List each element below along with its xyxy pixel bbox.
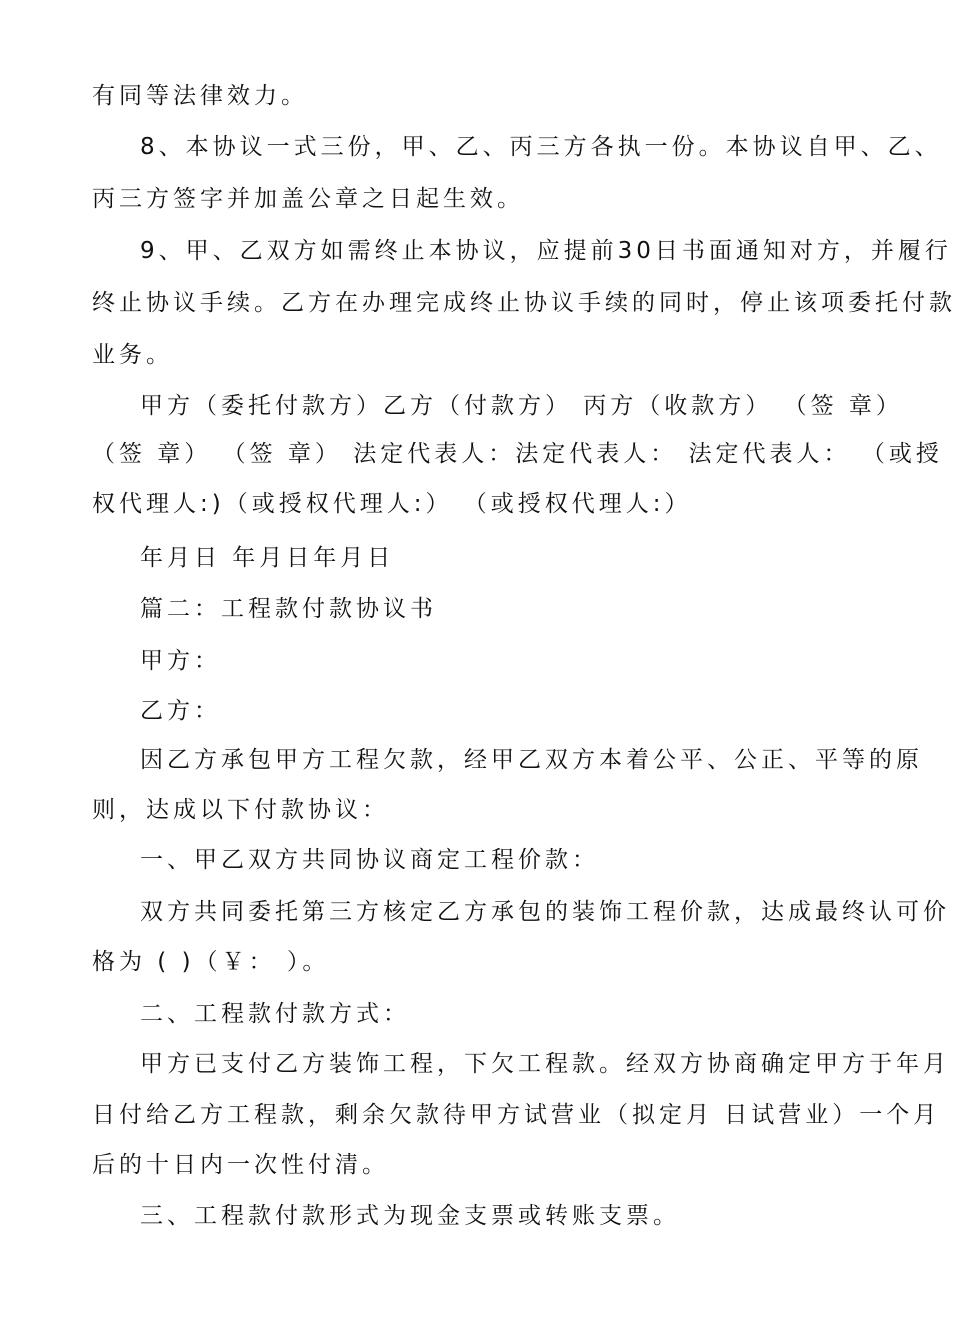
clause-heading: 三、工程款付款形式为现金支票或转账支票。 [140, 1203, 680, 1229]
paragraph-line: 丙三方签字并加盖公章之日起生效。 [92, 186, 524, 212]
party-a-line: 甲方： [140, 648, 221, 674]
paragraph-line: 权代理人:)（或授权代理人:） （或授权代理人:） [92, 491, 692, 517]
paragraph-line: 业务。 [92, 342, 173, 368]
clause-heading: 一、甲乙双方共同协议商定工程价款： [140, 847, 599, 873]
section-heading: 篇二：工程款付款协议书 [140, 596, 437, 622]
paragraph-line: 则，达成以下付款协议： [92, 797, 389, 823]
paragraph-line: 因乙方承包甲方工程欠款，经甲乙双方本着公平、公正、平等的原 [140, 747, 923, 773]
clause-heading: 二、工程款付款方式： [140, 1001, 410, 1027]
paragraph-line: 终止协议手续。乙方在办理完成终止协议手续的同时，停止该项委托付款 [92, 290, 956, 316]
party-b-line: 乙方： [140, 698, 221, 724]
paragraph-line: 8、本协议一式三份，甲、乙、丙三方各执一份。本协议自甲、乙、 [140, 134, 942, 160]
paragraph-line: 日付给乙方工程款，剩余欠款待甲方试营业（拟定月 日试营业）一个月 [92, 1102, 941, 1128]
paragraph-line: （签 章） （签 章） 法定代表人：法定代表人： 法定代表人： （或授 [92, 441, 943, 467]
paragraph-line: 甲方已支付乙方装饰工程，下欠工程款。经双方协商确定甲方于年月 [140, 1051, 950, 1077]
paragraph-line: 双方共同委托第三方核定乙方承包的装饰工程价款，达成最终认可价 [140, 899, 950, 925]
paragraph-line: 格为 ( )（￥： ）。 [92, 949, 330, 975]
paragraph-line: 甲方（委托付款方）乙方（付款方） 丙方（收款方） （签 章） [140, 393, 903, 419]
paragraph-line: 后的十日内一次性付清。 [92, 1152, 389, 1178]
paragraph-line: 有同等法律效力。 [92, 83, 308, 109]
paragraph-line: 9、甲、乙双方如需终止本协议，应提前30日书面通知对方，并履行 [140, 238, 952, 264]
paragraph-line: 年月日 年月日年月日 [140, 545, 395, 571]
